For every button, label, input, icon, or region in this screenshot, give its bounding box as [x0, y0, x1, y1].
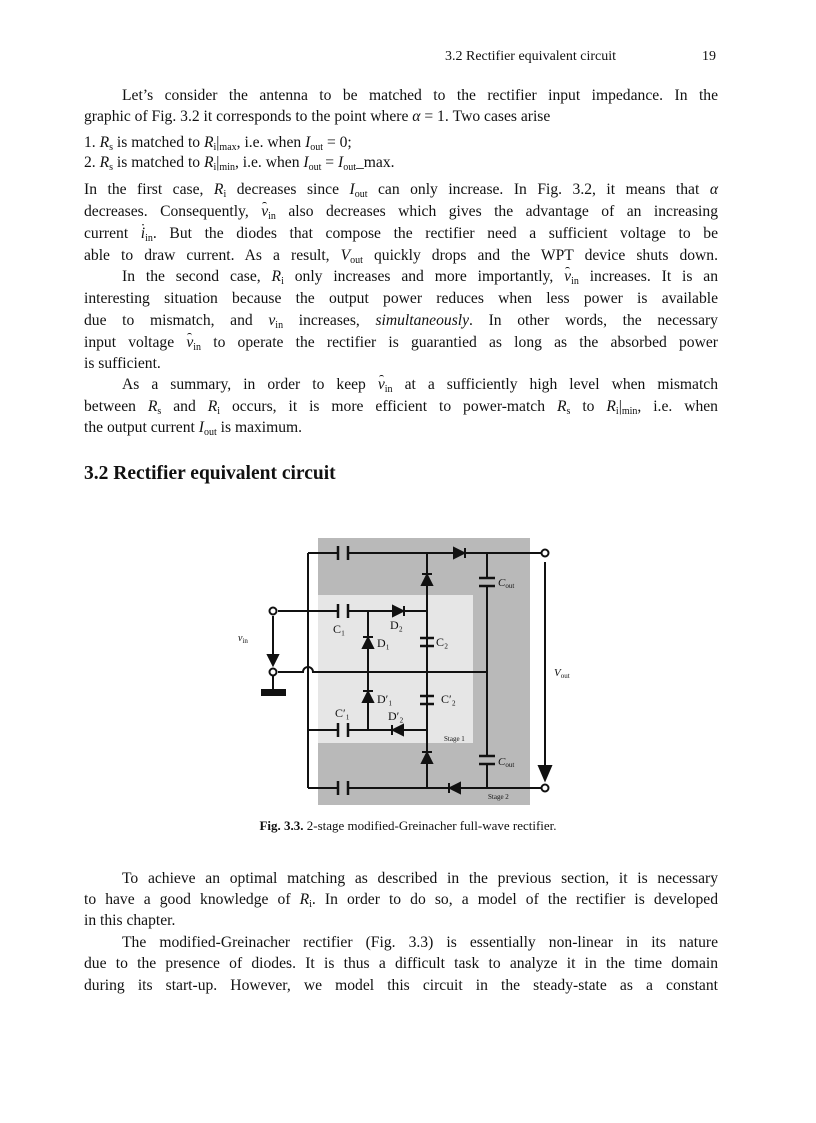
- math-symbol: V: [340, 247, 351, 264]
- text-run: , i.e. when: [637, 398, 718, 415]
- text-run: = 0;: [323, 134, 352, 151]
- rectifier-circuit-diagram: [230, 525, 590, 815]
- text-line: [84, 153, 718, 178]
- text-run: able to draw current. As a result,: [84, 247, 341, 264]
- math-symbol: in: [384, 384, 393, 395]
- math-symbol: v: [377, 376, 385, 393]
- svg-text:Vout: [554, 667, 570, 680]
- text-run: input voltage: [84, 334, 187, 351]
- text-run: decreases since: [226, 181, 350, 198]
- text-line: [84, 107, 718, 127]
- math-symbol: out: [350, 255, 363, 266]
- text-line: [84, 418, 718, 443]
- math-symbol: I: [305, 134, 311, 151]
- d1-label: D₁: [377, 636, 390, 650]
- math-symbol: R: [207, 398, 218, 415]
- text-run: To achieve an optimal matching as described in the previous section, it is necessary: [122, 870, 718, 887]
- text-run: quickly drops and the WPT device shuts down.: [362, 247, 718, 264]
- math-symbol: R: [99, 134, 110, 151]
- text-run: increases. It is an: [578, 268, 718, 285]
- text-run: is maximum.: [216, 419, 303, 436]
- text-run: . But the diodes that compose the rectifier need a sufficient voltage to be: [152, 225, 718, 242]
- text-run: only increases and more importantly,: [283, 268, 565, 285]
- text-run: |: [216, 154, 220, 171]
- math-symbol: α: [709, 181, 718, 198]
- text-run: Let’s consider the antenna to be matched to the rectifier input impedance. In the: [122, 87, 718, 104]
- text-run: during its start-up. However, we model this circuit in the steady-state as a constant: [84, 977, 718, 994]
- vout-label: V: [554, 667, 561, 679]
- vout-label-sub: out: [560, 672, 570, 680]
- math-symbol: R: [203, 134, 214, 151]
- math-symbol: v: [186, 334, 194, 351]
- math-symbol: I: [198, 419, 204, 436]
- math-symbol: R: [213, 181, 224, 198]
- math-symbol: s: [109, 142, 114, 153]
- math-symbol: v: [261, 203, 269, 220]
- text-line: [84, 911, 718, 931]
- text-run: can only increase. In Fig. 3.2, it means that: [367, 181, 710, 198]
- vin-label: v: [238, 633, 243, 644]
- vin-label-sub: in: [242, 637, 248, 645]
- svg-text:vin: [238, 633, 248, 645]
- text-run: between: [84, 398, 148, 415]
- stage1-label: Stage 1: [444, 735, 465, 743]
- math-symbol: min: [219, 162, 235, 173]
- text-run: interesting situation because the output power reduces when less power is available: [84, 290, 718, 307]
- text-line: [122, 86, 718, 106]
- text-run: |: [216, 134, 220, 151]
- text-run: |: [618, 398, 622, 415]
- section-heading: 3.2 Rectifier equivalent circuit: [84, 463, 336, 484]
- text-run: to have a good knowledge of: [84, 891, 300, 908]
- math-symbol: in: [145, 233, 153, 244]
- text-line: [84, 289, 718, 309]
- text-run: also decreases which gives the advantage of an increasing: [275, 203, 718, 220]
- text-run: at a sufficiently high level when mismatch: [392, 376, 718, 393]
- text-run: The modified-Greinacher rectifier (Fig. 3.3) is essentially non-linear in its nature: [122, 934, 718, 951]
- text-run: is matched to: [113, 134, 204, 151]
- cout-bottom-label-sub: out: [505, 761, 515, 769]
- text-run: due to the presence of diodes. It is thus a difficult task to analyze it in the time domain: [84, 955, 718, 972]
- text-run: = 1. Two cases arise: [420, 108, 551, 125]
- math-symbol: i: [213, 142, 217, 153]
- text-run: is sufficient.: [84, 355, 161, 372]
- text-run: , i.e. when: [234, 154, 304, 171]
- math-symbol: simultaneously: [375, 312, 470, 329]
- cout-bottom-label: C: [498, 756, 506, 768]
- math-symbol: v: [564, 268, 572, 285]
- math-symbol: i: [615, 406, 619, 417]
- math-symbol: i: [213, 162, 217, 173]
- math-symbol: R: [606, 398, 616, 415]
- c2-prime-label: C′₂: [441, 692, 456, 706]
- math-symbol: i: [309, 899, 312, 910]
- math-symbol: out: [354, 189, 368, 200]
- text-run: As a summary, in order to keep: [122, 376, 378, 393]
- math-symbol: out: [310, 142, 324, 153]
- math-symbol: s: [566, 406, 571, 417]
- text-run: In the second case,: [122, 268, 272, 285]
- math-symbol: v: [268, 312, 276, 329]
- math-symbol: i: [140, 225, 146, 242]
- text-run: In the first case,: [84, 181, 214, 198]
- text-run: in this chapter.: [84, 912, 176, 929]
- math-symbol: in: [275, 320, 284, 331]
- text-run: 2.: [84, 154, 100, 171]
- math-symbol: out: [203, 427, 217, 438]
- text-line: [84, 954, 718, 974]
- math-symbol: s: [109, 162, 114, 173]
- math-symbol: i: [217, 406, 221, 417]
- math-symbol: I: [337, 154, 344, 171]
- figure-caption-label: Fig. 3.3.: [259, 818, 304, 833]
- text-run: decreases. Consequently,: [84, 203, 262, 220]
- text-run: to: [570, 398, 607, 415]
- math-symbol: out: [308, 162, 322, 173]
- figure-caption-text: 2-stage modified-Greinacher full-wave rectifier.: [303, 818, 557, 833]
- math-symbol: in: [571, 276, 579, 287]
- text-run: , i.e. when: [236, 134, 306, 151]
- text-line: [122, 933, 718, 953]
- text-run: =: [321, 154, 338, 171]
- page-number: 19: [702, 49, 716, 64]
- math-symbol: i: [281, 276, 284, 287]
- text-run: _max.: [355, 154, 395, 171]
- text-line: [84, 354, 718, 374]
- text-run: . In order to do so, a model of the rectifier is developed: [311, 891, 718, 908]
- cout-top-label-sub: out: [505, 582, 515, 590]
- d1-prime-label: D′₁: [377, 692, 393, 706]
- stage2-label: Stage 2: [488, 793, 509, 801]
- math-symbol: R: [556, 398, 567, 415]
- c2-label: C₂: [436, 635, 449, 649]
- text-run: is matched to: [113, 154, 204, 171]
- text-run: to operate the rectifier is guarantied as long as the absorbed power: [201, 334, 718, 351]
- text-run: 1.: [84, 134, 100, 151]
- text-run: occurs, it is more efficient to power-match: [220, 398, 557, 415]
- math-symbol: R: [99, 154, 110, 171]
- d2-label: D₂: [390, 618, 403, 632]
- math-symbol: i: [223, 189, 227, 200]
- math-symbol: min: [621, 406, 638, 417]
- c1-label: C₁: [333, 622, 346, 636]
- text-run: the output current: [84, 419, 199, 436]
- text-line: [84, 976, 718, 996]
- math-symbol: R: [299, 891, 310, 908]
- math-symbol: R: [147, 398, 158, 415]
- math-symbol: in: [193, 342, 202, 353]
- math-symbol: R: [203, 154, 214, 171]
- math-symbol: α: [412, 108, 421, 125]
- running-header: 3.2 Rectifier equivalent circuit: [445, 49, 617, 64]
- figure-caption: [0, 818, 816, 834]
- math-symbol: in: [268, 211, 276, 222]
- math-symbol: max: [219, 142, 237, 153]
- cout-top-label: C: [498, 577, 506, 589]
- text-run: current: [84, 225, 141, 242]
- math-symbol: I: [303, 154, 309, 171]
- math-symbol: out: [343, 162, 356, 173]
- text-line: [122, 869, 718, 889]
- text-run: due to mismatch, and: [84, 312, 269, 329]
- c1-prime-label: C′₁: [335, 706, 350, 720]
- d2-prime-label: D′₂: [388, 709, 404, 723]
- text-run: and: [161, 398, 208, 415]
- text-run: graphic of Fig. 3.2 it corresponds to the point where: [84, 108, 413, 125]
- math-symbol: R: [271, 268, 282, 285]
- text-run: increases,: [283, 312, 376, 329]
- math-symbol: s: [157, 406, 162, 417]
- text-run: . In other words, the necessary: [469, 312, 718, 329]
- math-symbol: I: [349, 181, 355, 198]
